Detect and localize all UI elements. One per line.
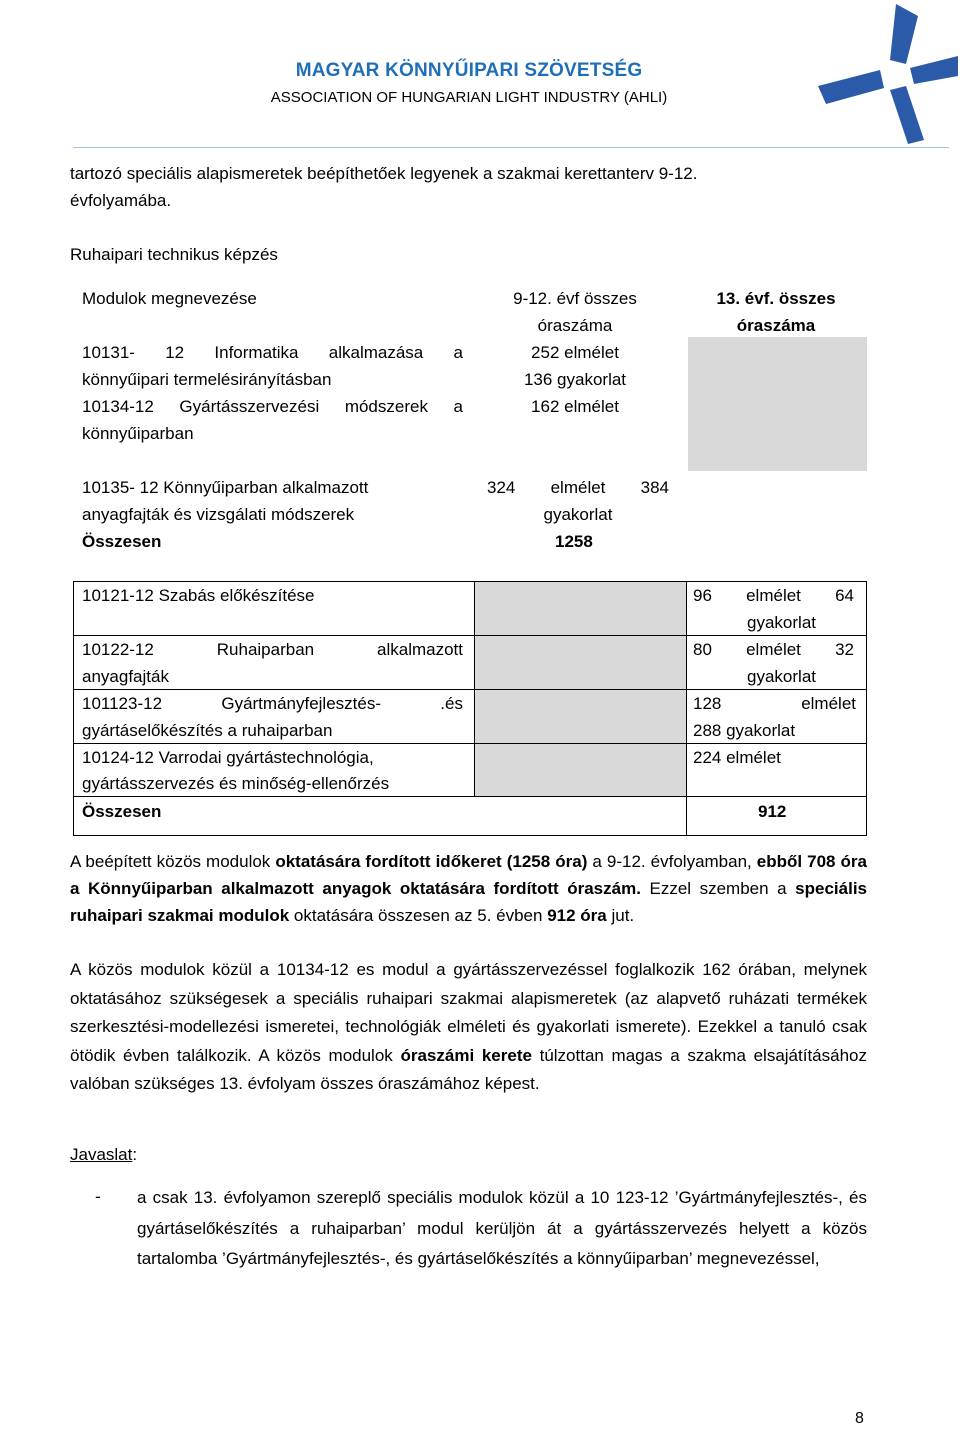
module-10121-hours-l1: 96 elmélet 64 [693,586,854,605]
header-13-hours-l2: óraszáma [736,316,816,335]
intro-line-1: tartozó speciális alapismeretek beépíthetőek legyenek a szakmai kerettanterv 9-12. [70,164,698,183]
summary-paragraph-1: A beépített közös modulok oktatására fordított időkeret (1258 óra) a 9-12. évfolyamban, ebből 708 óra a Könnyűiparban alkalmazott anyagok oktatására fordított óraszám. Ezzel szemben a speciális ruhaipari szakmai modulok oktatására összesen az 5. évben 912 óra jut. [70,852,867,925]
org-name-english: ASSOCIATION OF HUNGARIAN LIGHT INDUSTRY (AHLI) [270,89,668,106]
intro-line-2: évfolyamába. [70,191,172,210]
module-101123-name-l2: gyártáselőkészítés a ruhaiparban [82,721,333,740]
proposal-label: Javaslat: [70,1145,138,1164]
ahli-logo-icon [818,4,958,144]
module-10124-name-l2: gyártásszervezés és minőség-ellenőrzés [82,774,390,793]
module-10124-hours-l1: 224 elmélet [693,748,781,767]
common-total-value: 1258 [555,532,593,551]
common-total-label: Összesen [82,532,162,551]
page-number: 8 [855,1410,864,1427]
module-10135-name-l1: 10135- 12 Könnyűiparban alkalmazott [82,478,369,497]
module-10121-name-l1: 10121-12 Szabás előkészítése [82,586,315,605]
module-10131-hours-l2: 136 gyakorlat [523,370,627,389]
module-10131-name-l1: 10131- 12 Informatika alkalmazása a [82,343,463,362]
module-10121-hours-l2: gyakorlat [747,613,816,632]
proposal-bullet-text: a csak 13. évfolyamon szereplő speciális modulok közül a 10 123-12 ’Gyártmányfejlesztés-, és gyártáselőkészítés a ruhaiparban’ modul kerüljön át a gyártásszervezés helyett a közös tartalomba ’Gyártmányfejlesztés-, és gyártáselőkészítés a könnyűiparban’ megnevezéssel, [137,1188,867,1268]
module-10124-name-l1: 10124-12 Varrodai gyártástechnológia, [82,748,374,767]
module-10135-name-l2: anyagfajták és vizsgálati módszerek [82,505,355,524]
section-title: Ruhaipari technikus képzés [70,245,278,264]
module-10122-name-l1: 10122-12 Ruhaiparban alkalmazott [82,640,463,659]
org-name: MAGYAR KÖNNYŰIPARI SZÖVETSÉG [295,60,643,81]
bullet-dash: - [95,1187,101,1206]
special-total-value: 912 [758,802,787,821]
module-101123-name-l1: 101123-12 Gyártmányfejlesztés- .és [82,694,463,713]
module-10135-hours-l1: 324 elmélet 384 [487,478,669,497]
module-10122-name-l2: anyagfajták [82,667,169,686]
summary-paragraph-2: A közös modulok közül a 10134-12 es modul a gyártásszervezéssel foglalkozik 162 órában, melynek oktatásához szükségesek a speciális ruhaipari szakmai alapismeretek (az alapvető ruházati termékek szerkesztési-modellezési ismeretei, technológiák elméleti és gyakorlati ismerete). Ezekkel a tanuló csak ötödik évben találkozik. A közös modulok óraszámi kerete túlzottan magas a szakma elsajátításához valóban szükséges 13. évfolyam összes óraszámához képest. [70,960,867,1094]
module-10122-hours-l1: 80 elmélet 32 [693,640,854,659]
header-912-hours-l2: óraszáma [537,316,613,335]
header-13-hours-l1: 13. évf. összes [716,289,836,308]
module-10135-hours-l2: gyakorlat [543,505,613,524]
header-divider [73,147,949,148]
col3-empty-cell [688,337,867,471]
module-10134-name-l1: 10134-12 Gyártásszervezési módszerek a [82,397,463,416]
module-101123-hours-l1: 128 elmélet [693,694,856,713]
module-10131-hours-l1: 252 elmélet [531,343,619,362]
header-912-hours-l1: 9-12. évf összes [513,289,637,308]
module-10131-name-l2: könnyűipari termelésirányításban [82,370,332,389]
special-total-label: Összesen [82,802,162,821]
header-module-name: Modulok megnevezése [82,289,257,308]
module-10134-hours-l1: 162 elmélet [531,397,619,416]
module-101123-hours-l2: 288 gyakorlat [693,721,796,740]
module-10134-name-l2: könnyűiparban [82,424,194,443]
module-10122-hours-l2: gyakorlat [747,667,816,686]
